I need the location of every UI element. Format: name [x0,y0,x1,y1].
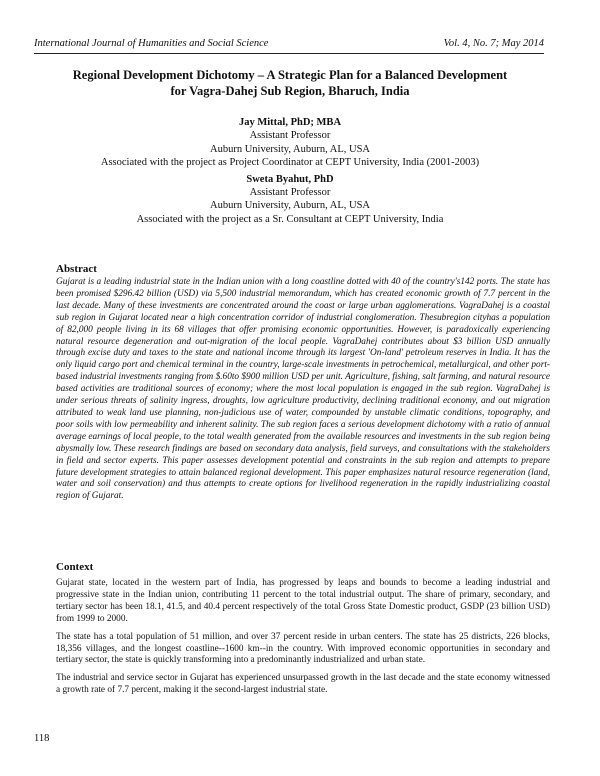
context-paragraph: The industrial and service sector in Gujarat has experienced unsurpassed growth in the last decade and the state economy witnessed a growth rate of 7.7 percent, making it the second-largest industrial state. [56,673,550,696]
context-heading: Context [56,561,94,573]
context-section [56,560,550,703]
author-block [40,173,540,227]
author-block [40,116,540,170]
context-paragraph: Gujarat state, located in the western part of India, has progressed by leaps and bounds to become a leading industrial and progressive state in the Indian union, contributing 11 percent to the total industrial output. The share of primary, secondary, and tertiary sector has been 18.1, 41.5, and 40.4 percent respectively of the total Gross State Domestic product, GSDP (23 billion USD) from 1999 to 2000. [56,578,550,624]
author-note: Associated with the project as a Sr. Consultant at CEPT University, India [136,213,444,225]
author-note: Associated with the project as Project Coordinator at CEPT University, India (2001-2003) [100,157,480,169]
journal-name: International Journal of Humanities and Social Science [34,38,269,49]
author-name: Jay Mittal, PhD; MBA [238,117,342,128]
abstract-heading: Abstract [56,263,97,275]
header-divider [34,53,544,54]
abstract-text: Gujarat is a leading industrial state in the Indian union with a long coastline dotted with 40 of the country's142 ports. The state has been promised $296.42 billion (USD) via 5,500 industrial memorandum, which has created economic growth of 7.7 percent in the last decade. Many of these investments are concentrated around the coast or large urban agglomerations. VagraDahej is a coastal sub region in Gujarat located near a high concentration corridor of industrial conglomeration. Thesubregion cityhas a population of 82,000 people living in its 68 villages that offer promising economic opportunities. However, is paradoxically experiencing natural resource degeneration and out-migration of the local people. VagraDahej contributes about $3 billion USD annually through excise duty and taxes to the state and national income through its largest 'On-land' petroleum reserves in India. It has the only liquid cargo port and chemical terminal in the country, large-scale investments in petrochemical, metallurgical, and other port-based industrial investments ranging from $.60to $900 million USD per unit. Agriculture, fishing, salt farming, and natural resource based activities are traditional sources of economy; where the most local population is engaged in the sub region. VagraDahej is under serious threats of salinity ingress, droughts, low agriculture productivity, declining traditional economy, and out migration attributed to weak land use planning, non-judicious use of water, compounded by unstable climatic conditions, topography, and poor soils with low permeability and inherent salinity. The sub region faces a serious development dichotomy with a ratio of annual average earnings of local people, to the total wealth generated from the available resources and investments in the sub region being abysmally low. These research findings are based on secondary data analysis, field surveys, and consultations with the stakeholders in field and sector experts. This paper assesses development potential and constraints in the sub region and attempts to prepare future development strategies to attain balanced regional development. This paper emphasizes natural resource regeneration (land, water and soil conservation) and thus attempts to create options for livelihood regeneration in the rapidly industrializing coastal region of Gujarat. [56,277,550,502]
context-paragraph: The state has a total population of 51 million, and over 37 percent reside in urban centers. The state has 25 districts, 226 blocks, 18,356 villages, and the longest coastline--1600 km--in the country. With improved economic opportunities in secondary and tertiary sector, the state is quickly transforming into a predominantly industrialized and urban state. [56,631,550,666]
paper-title-line-2: for Vagra-Dahej Sub Region, Bharuch, India [170,84,410,98]
issue-info: Vol. 4, No. 7; May 2014 [443,38,544,49]
author-affiliation: Auburn University, Auburn, AL, USA [209,143,371,155]
abstract-section [56,262,550,503]
author-name: Sweta Byahut, PhD [246,173,334,185]
paper-title-line-1: Regional Development Dichotomy – A Strategic Plan for a Balanced Development [72,68,508,82]
author-affiliation: Auburn University, Auburn, AL, USA [209,200,371,212]
author-position: Assistant Professor [249,130,331,142]
author-position: Assistant Professor [249,187,331,199]
page-number: 118 [34,733,50,744]
paper-title [40,67,540,99]
author-list [40,116,540,226]
